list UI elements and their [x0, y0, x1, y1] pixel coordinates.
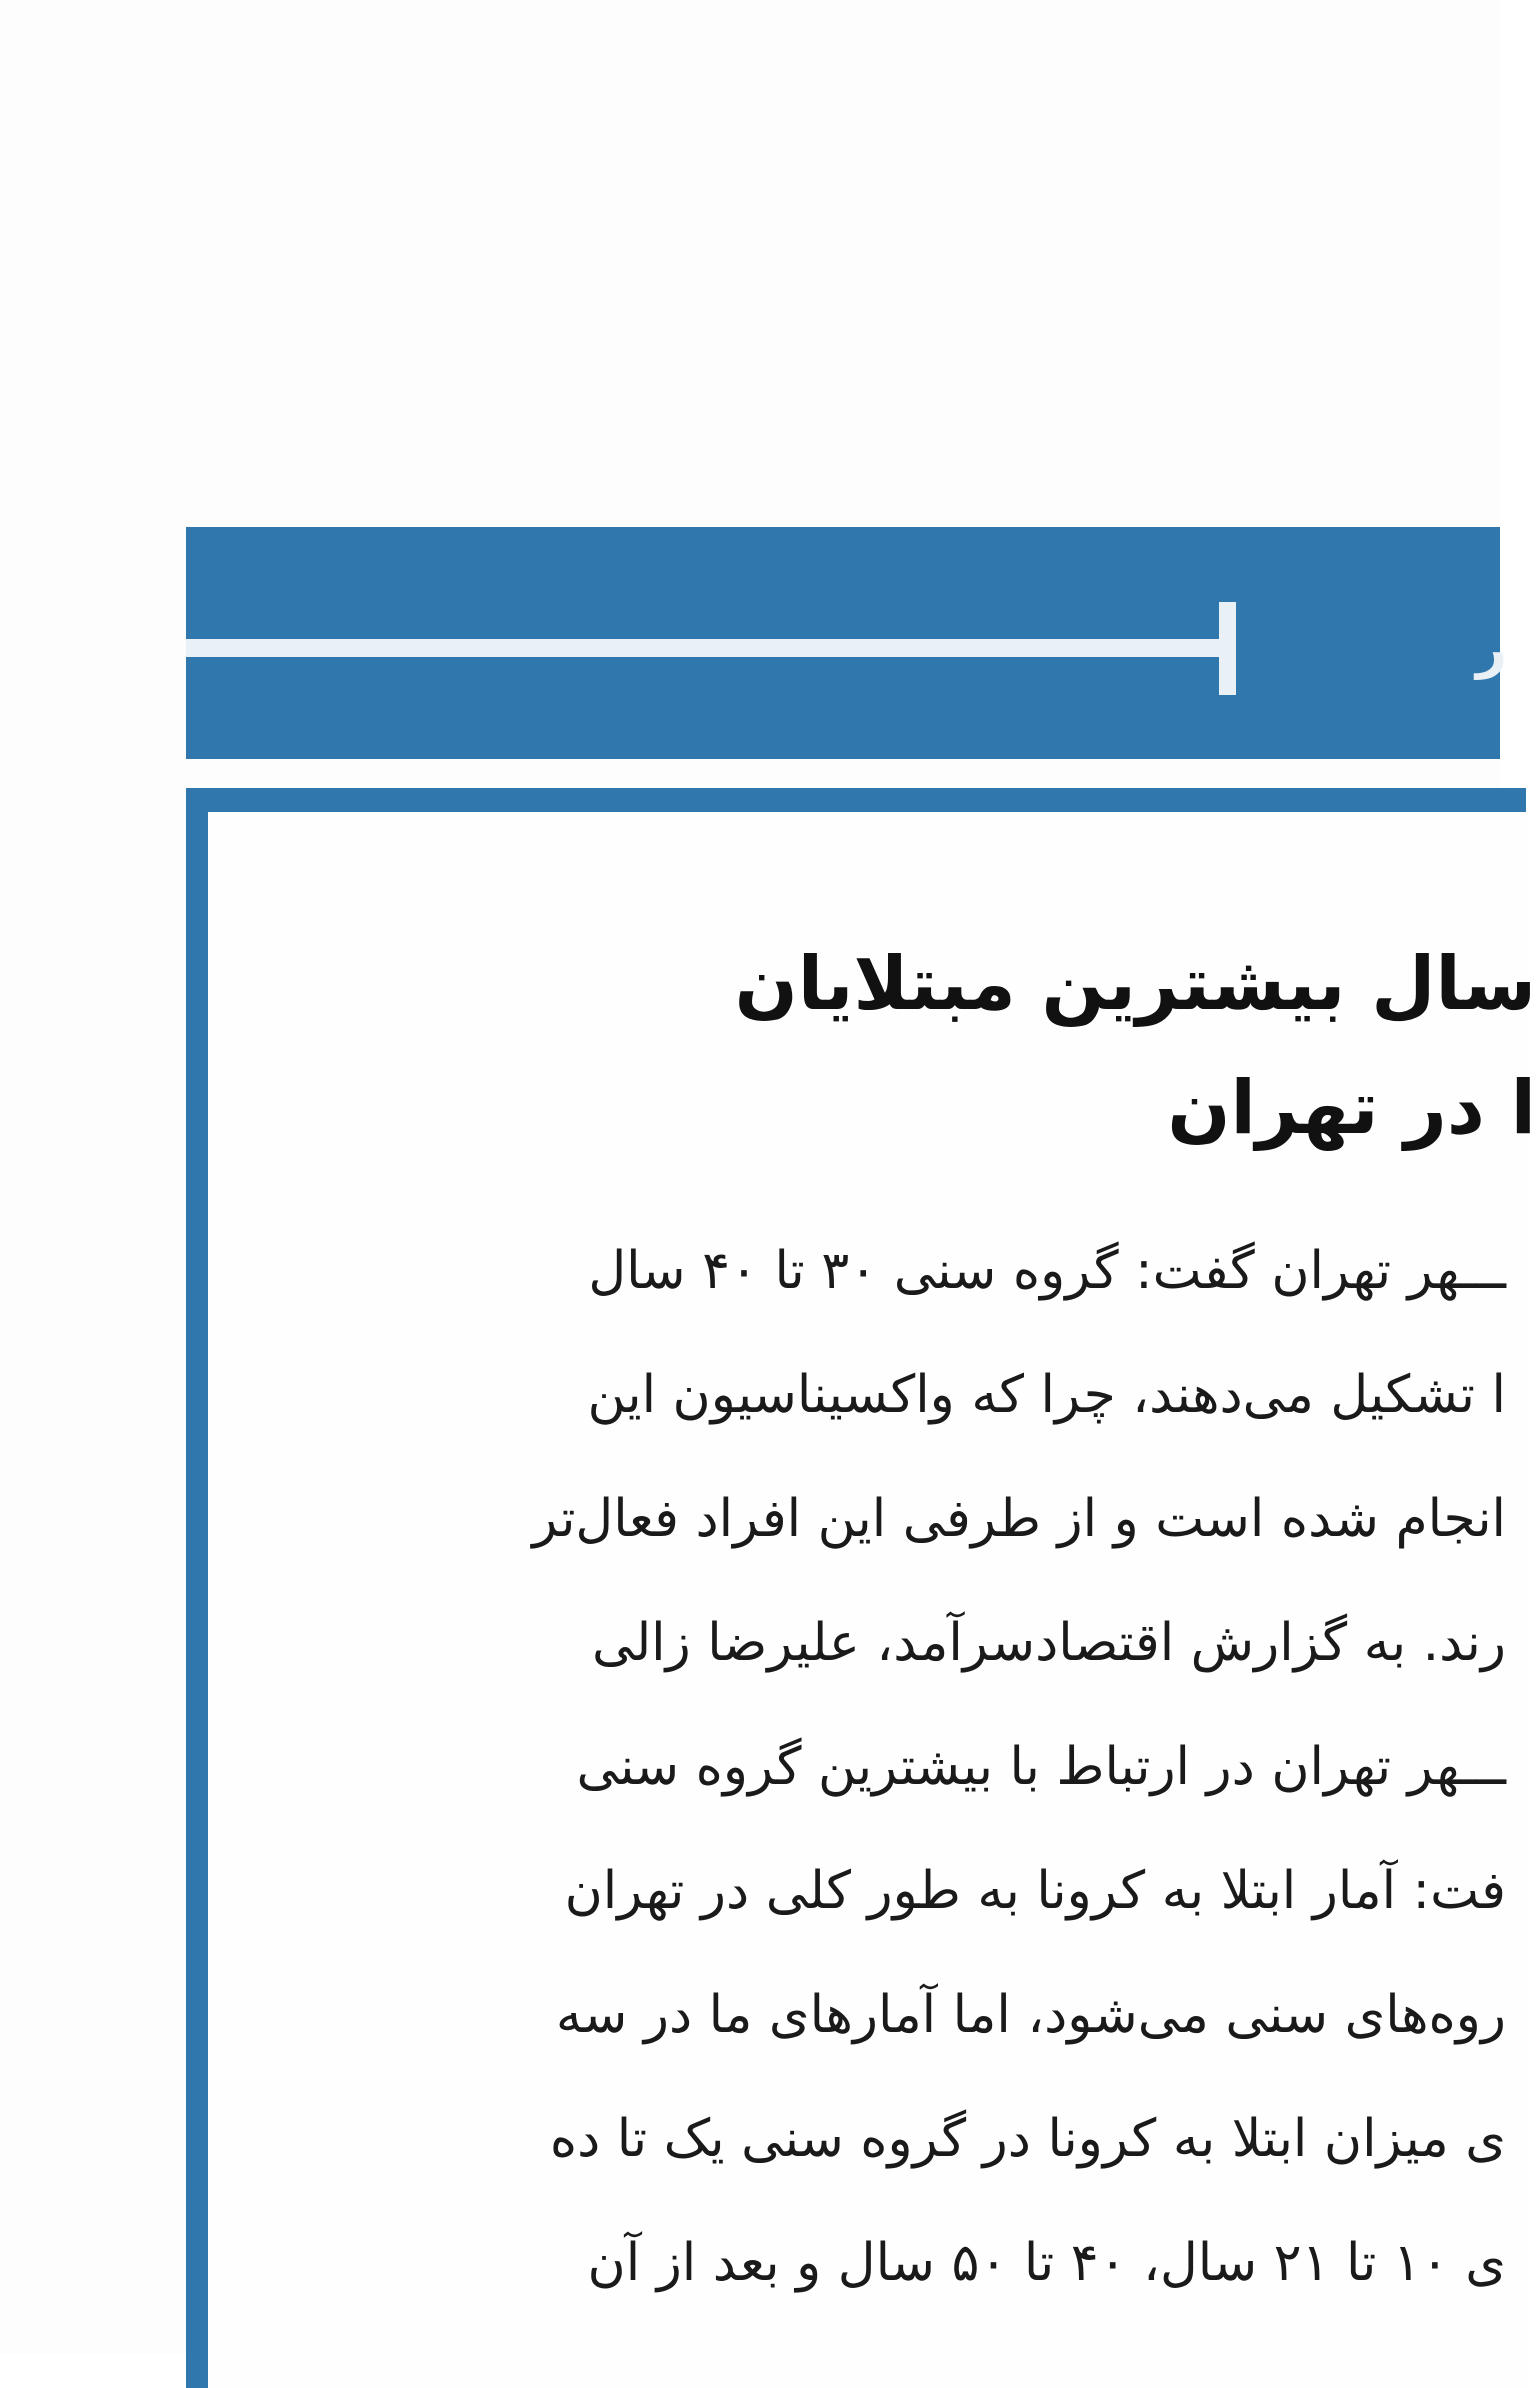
body-line: ـــهر تهران در ارتباط با بیشترین گروه سنی — [576, 1737, 1506, 1797]
body-line: انجام شده است و از طرفی این افراد فعال‌تر — [532, 1489, 1506, 1549]
body-line: ـــهر تهران گفت: گروه سنی ۳۰ تا ۴۰ سال — [588, 1241, 1506, 1301]
body-line: ی میزان ابتلا به کرونا در گروه سنی یک تا ده — [549, 2109, 1506, 2169]
body-line: رند. به گزارش اقتصادسرآمد، علیرضا زالی — [592, 1613, 1506, 1673]
headline-line-2: ا در تهران — [1167, 1065, 1536, 1151]
banner-divider-tick — [1219, 602, 1236, 695]
article-body — [446, 1209, 1506, 2325]
banner-divider-rule — [186, 639, 1234, 657]
article-headline — [286, 922, 1536, 1170]
headline-line-1: سال بیشترین مبتلایان — [734, 941, 1536, 1027]
body-line: ا تشکیل می‌دهند، چرا که واکسیناسیون این — [587, 1365, 1506, 1425]
banner-title-fragment: ر — [1476, 617, 1508, 680]
body-line: ی ۱۰ تا ۲۱ سال، ۴۰ تا ۵۰ سال و بعد از آن — [587, 2233, 1506, 2293]
body-line: فت: آمار ابتلا به کرونا به طور کلی در تهران — [564, 1861, 1506, 1921]
article-box — [186, 788, 1536, 2388]
section-banner — [186, 527, 1508, 759]
body-line: روه‌های سنی می‌شود، اما آمارهای ما در سه — [555, 1985, 1506, 2045]
article-content-area — [208, 812, 1536, 2388]
